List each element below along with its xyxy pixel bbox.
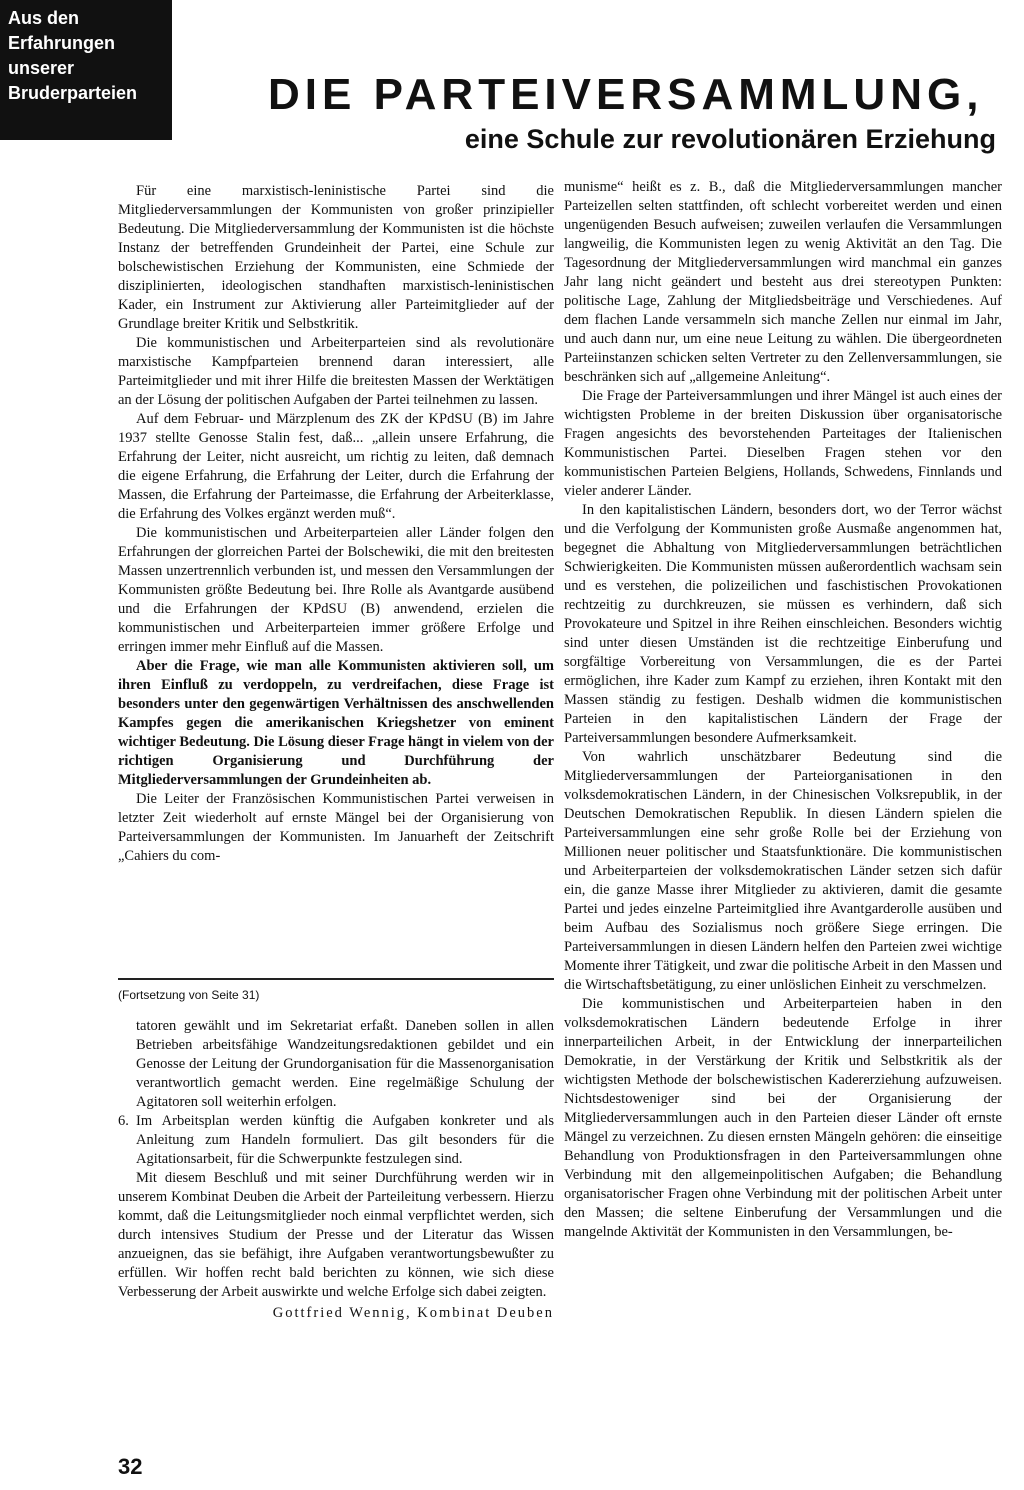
list-item xyxy=(118,1112,554,1169)
continuation-note: (Fortsetzung von Seite 31) xyxy=(118,988,260,1002)
paragraph: Für eine marxistisch-leninistische Partei sind die Mitgliederversammlungen der Kommunisten von großer prinzipieller Bedeutung. Die Mitgliederversammlung der Kommunisten ist die höchste Instanz der betreffenden Grundeinheit der Partei, eine Schule zur bolschewistischen Erziehung der Kommunisten, eine Schmiede der disziplinierten, ideologischen standhaften marxistisch-leninistischen Kader, ein Instrument zur Aktivierung aller Parteimitglieder auf der Grundlage breiter Kritik und Selbstkritik. xyxy=(118,183,554,332)
kicker-line: Erfahrungen xyxy=(8,33,116,53)
paragraph: Mit diesem Beschluß und mit seiner Durchführung werden wir in unserem Kombinat Deuben die Arbeit der Parteileitung verbessern. Hierzu kommt, daß die Leitungsmitglieder noch einmal verpflichtet werden, sich durch intensives Studium der Presse und der Literatur das Wissen anzueignen, das sie befähigt, ihre Aufgaben verantwortungsbewußter zu erfüllen. Wir hoffen recht bald berichten zu können, wie sich diese Verbesserung der Arbeit auswirkte und welche Erfolge sich dabei zeigten. xyxy=(118,1170,554,1300)
right-column xyxy=(564,178,1002,1242)
paragraph: In den kapitalistischen Ländern, besonders dort, wo der Terror wächst und die Verfolgung der Kommunisten große Ausmaße angenommen hat, begegnet die Abhaltung von Mitgliederversammlungen beträchtlichen Schwierigkeiten. Die Kommunisten müssen außerordentlich wachsam sein und es verstehen, die polizeilichen und faschistischen Provokationen rechtzeitig zu durchkreuzen, sie müssen es verhindern, daß sich Provokateure und Spitzel in ihre Reihen einschleichen. Besonders wichtig sind unter diesen Umständen ist die rechtzeitige Einberufung und sorgfältige Vorbereitung von Versammlungen, die es der Partei ermöglichen, ihre Kader zum Kampf zu erziehen, ihren Kontakt mit den Massen ständig zu festigen. Deshalb widmen die kommunistischen Parteien in den kapitalistischen Ländern der Frage der Parteiversammlungen besondere Aufmerksamkeit. xyxy=(564,502,1002,746)
kicker-line: Bruderparteien xyxy=(8,83,138,103)
kicker-line: Aus den xyxy=(8,8,80,28)
paragraph: Die kommunistischen und Arbeiterparteien sind als revolutionäre marxistische Kampfparteien brennend daran interessiert, alle Parteimitglieder und mit ihrer Hilfe die breitesten Massen der Werktätigen an der Lösung der politischen Aufgaben der Partei teilnehmen zu lassen. xyxy=(118,335,554,408)
list-number: 6. xyxy=(118,1113,129,1129)
list-text: Im Arbeitsplan werden künftig die Aufgaben konkreter und als Anleitung zum Handeln formuliert. Das gilt besonders für die Agitationsarbeit, für die Schwerpunkte festzulegen sind. xyxy=(136,1113,554,1167)
separator-rule xyxy=(118,978,554,980)
left-column xyxy=(118,182,554,866)
page-number: 32 xyxy=(118,1454,143,1479)
kicker-line: unserer xyxy=(8,58,75,78)
paragraph: Die kommunistischen und Arbeiterparteien aller Länder folgen den Erfahrungen der glorreichen Partei der Bolschewiki, die mit den breitesten Massen unzertrennlich verbunden ist, und messen den Versammlungen der Kommunisten größte Bedeutung bei. Ihre Rolle als Avantgarde ausübend und die Erfahrungen der KPdSU (B) anwendend, erzielen die kommunistischen und Arbeiterparteien immer größere Erfolge und erringen immer mehr Einfluß auf die Massen. xyxy=(118,525,554,655)
paragraph: munisme“ heißt es z. B., daß die Mitgliederversammlungen mancher Parteizellen selten stattfinden, oft schlecht vorbereitet werden und einen ungenügenden Besuch aufweisen; zuweilen verlaufen die Versammlungen langweilig, die Kommunisten legen zu wenig Aktivität an den Tag. Die Tagesordnung der Mitgliederversammlungen wird manchmal ein ganzes Jahr lang nicht geändert und besteht aus drei stereotypen Punkten: politische Lage, Zahlung der Mitgliedsbeiträge und Verschiedenes. Auf dem flachen Lande versammeln sich manche Zellen nur einmal im Jahr, und auch dann nur, um eine neue Leitung zu wählen. Die übergeordneten Parteiinstanzen schicken selten Vertreter zu den Zellenversammlungen, sie beschränken sich auf „allgemeine Anleitung“. xyxy=(564,179,1002,385)
bold-paragraph: Aber die Frage, wie man alle Kommunisten aktivieren soll, um ihren Einfluß zu verdoppeln, zu verdreifachen, diese Frage ist besonders unter den gegenwärtigen Verhältnissen des anschwellenden Kampfes gegen die amerikanischen Kriegshetzer von eminent wichtiger Bedeutung. Die Lösung dieser Frage hängt in vielem von der richtigen Organisierung und Durchführung der Mitgliederversammlungen der Grundeinheiten ab. xyxy=(118,658,554,788)
paragraph: Von wahrlich unschätzbarer Bedeutung sind die Mitgliederversammlungen der Parteiorganisationen in den volksdemokratischen Ländern, in der Chinesischen Volksrepublik, in der Deutschen Demokratischen Republik. In diesen Ländern spielen die Parteiversammlungen eine sehr große Rolle bei der Erziehung von Millionen neuer politischer und Staatsfunktionäre. Die kommunistischen und Arbeiterparteien der volksdemokratischen Länder setzen sich dafür ein, die ganze Masse ihrer Mitglieder zu aktivieren, damit die gesamte Partei und jedes einzelne Parteimitglied ihre Avantgarderolle ausüben und beim Aufbau des Sozialismus noch größere Siege erringen. Die Parteiversammlungen in diesen Ländern helfen den Parteien zwei wichtige Momente ihrer Tätigkeit, und zwar die politische Arbeit in den Massen und die Wirtschaftsbetätigung, zu einer unlöslichen Einheit zu verschmelzen. xyxy=(564,749,1002,993)
continuation-column xyxy=(118,1017,554,1323)
article-subtitle: eine Schule zur revolutionären Erziehung xyxy=(464,124,996,154)
author-signature: Gottfried Wennig, Kombinat Deuben xyxy=(272,1305,554,1321)
paragraph: Die Leiter der Französischen Kommunistischen Partei verweisen in letzter Zeit wiederholt auf ernste Mängel bei der Organisierung von Parteiversammlungen der Kommunisten. Im Januarheft der Zeitschrift „Cahiers du com- xyxy=(118,791,554,864)
paragraph: tatoren gewählt und im Sekretariat erfaßt. Daneben sollen in allen Betrieben arbeitsfähige Wandzeitungsredaktionen gebildet und ein Genosse der Leitung der Grundorganisation für die Massenorganisation verantwortlich gemacht werden. Eine regelmäßige Schulung der Agitatoren soll weiterhin erfolgen. xyxy=(136,1018,554,1110)
paragraph: Auf dem Februar- und Märzplenum des ZK der KPdSU (B) im Jahre 1937 stellte Genosse Stalin fest, daß... „allein unsere Erfahrung, die Erfahrung der Leiter, nicht ausreicht, um richtig zu leiten, daß demnach die eigene Erfahrung, die Erfahrung der Leiter, durch die Erfahrung der Massen, die Erfahrung der Parteimasse, die Erfahrung der Arbeiterklasse, die Erfahrung des Volkes ergänzt werden muß“. xyxy=(118,411,554,522)
section-kicker xyxy=(0,0,172,140)
paragraph: Die kommunistischen und Arbeiterparteien haben in den volksdemokratischen Ländern bedeutende Erfolge in ihrer innerparteilichen Arbeit, in der Entwicklung der innerparteilichen Demokratie, in der Verstärkung der Kritik und Selbstkritik als der wichtigsten Methode der bolschewistischen Kadererziehung aufzuweisen. Nichtsdestoweniger sind bei der Organisierung der Mitgliederversammlungen auch in den Parteien dieser Länder oft ernste Mängel zu verzeichnen. Zu diesen ernsten Mängeln gehören: die einseitige Behandlung von Produktionsfragen in den Parteiversammlungen ohne Verbindung mit den allgemeinpolitischen Aufgaben; die Behandlung organisatorischer Fragen ohne Verbindung mit der politischen Arbeit unter den Massen; die seltene Einberufung der Versammlungen und die mangelnde Aktivität der Kommunisten in den Versammlungen, be- xyxy=(564,996,1002,1240)
article-title: DIE PARTEIVERSAMMLUNG, xyxy=(268,70,984,119)
paragraph: Die Frage der Parteiversammlungen und ihrer Mängel ist auch eines der wichtigsten Probleme in der breiten Diskussion über organisatorische Fragen angesichts des bevorstehenden Parteitages der Italienischen Kommunistischen Partei. Dieselben Fragen stehen vor den kommunistischen Parteien Belgiens, Hollands, Schwedens, Finnlands und vieler anderer Länder. xyxy=(564,388,1002,499)
